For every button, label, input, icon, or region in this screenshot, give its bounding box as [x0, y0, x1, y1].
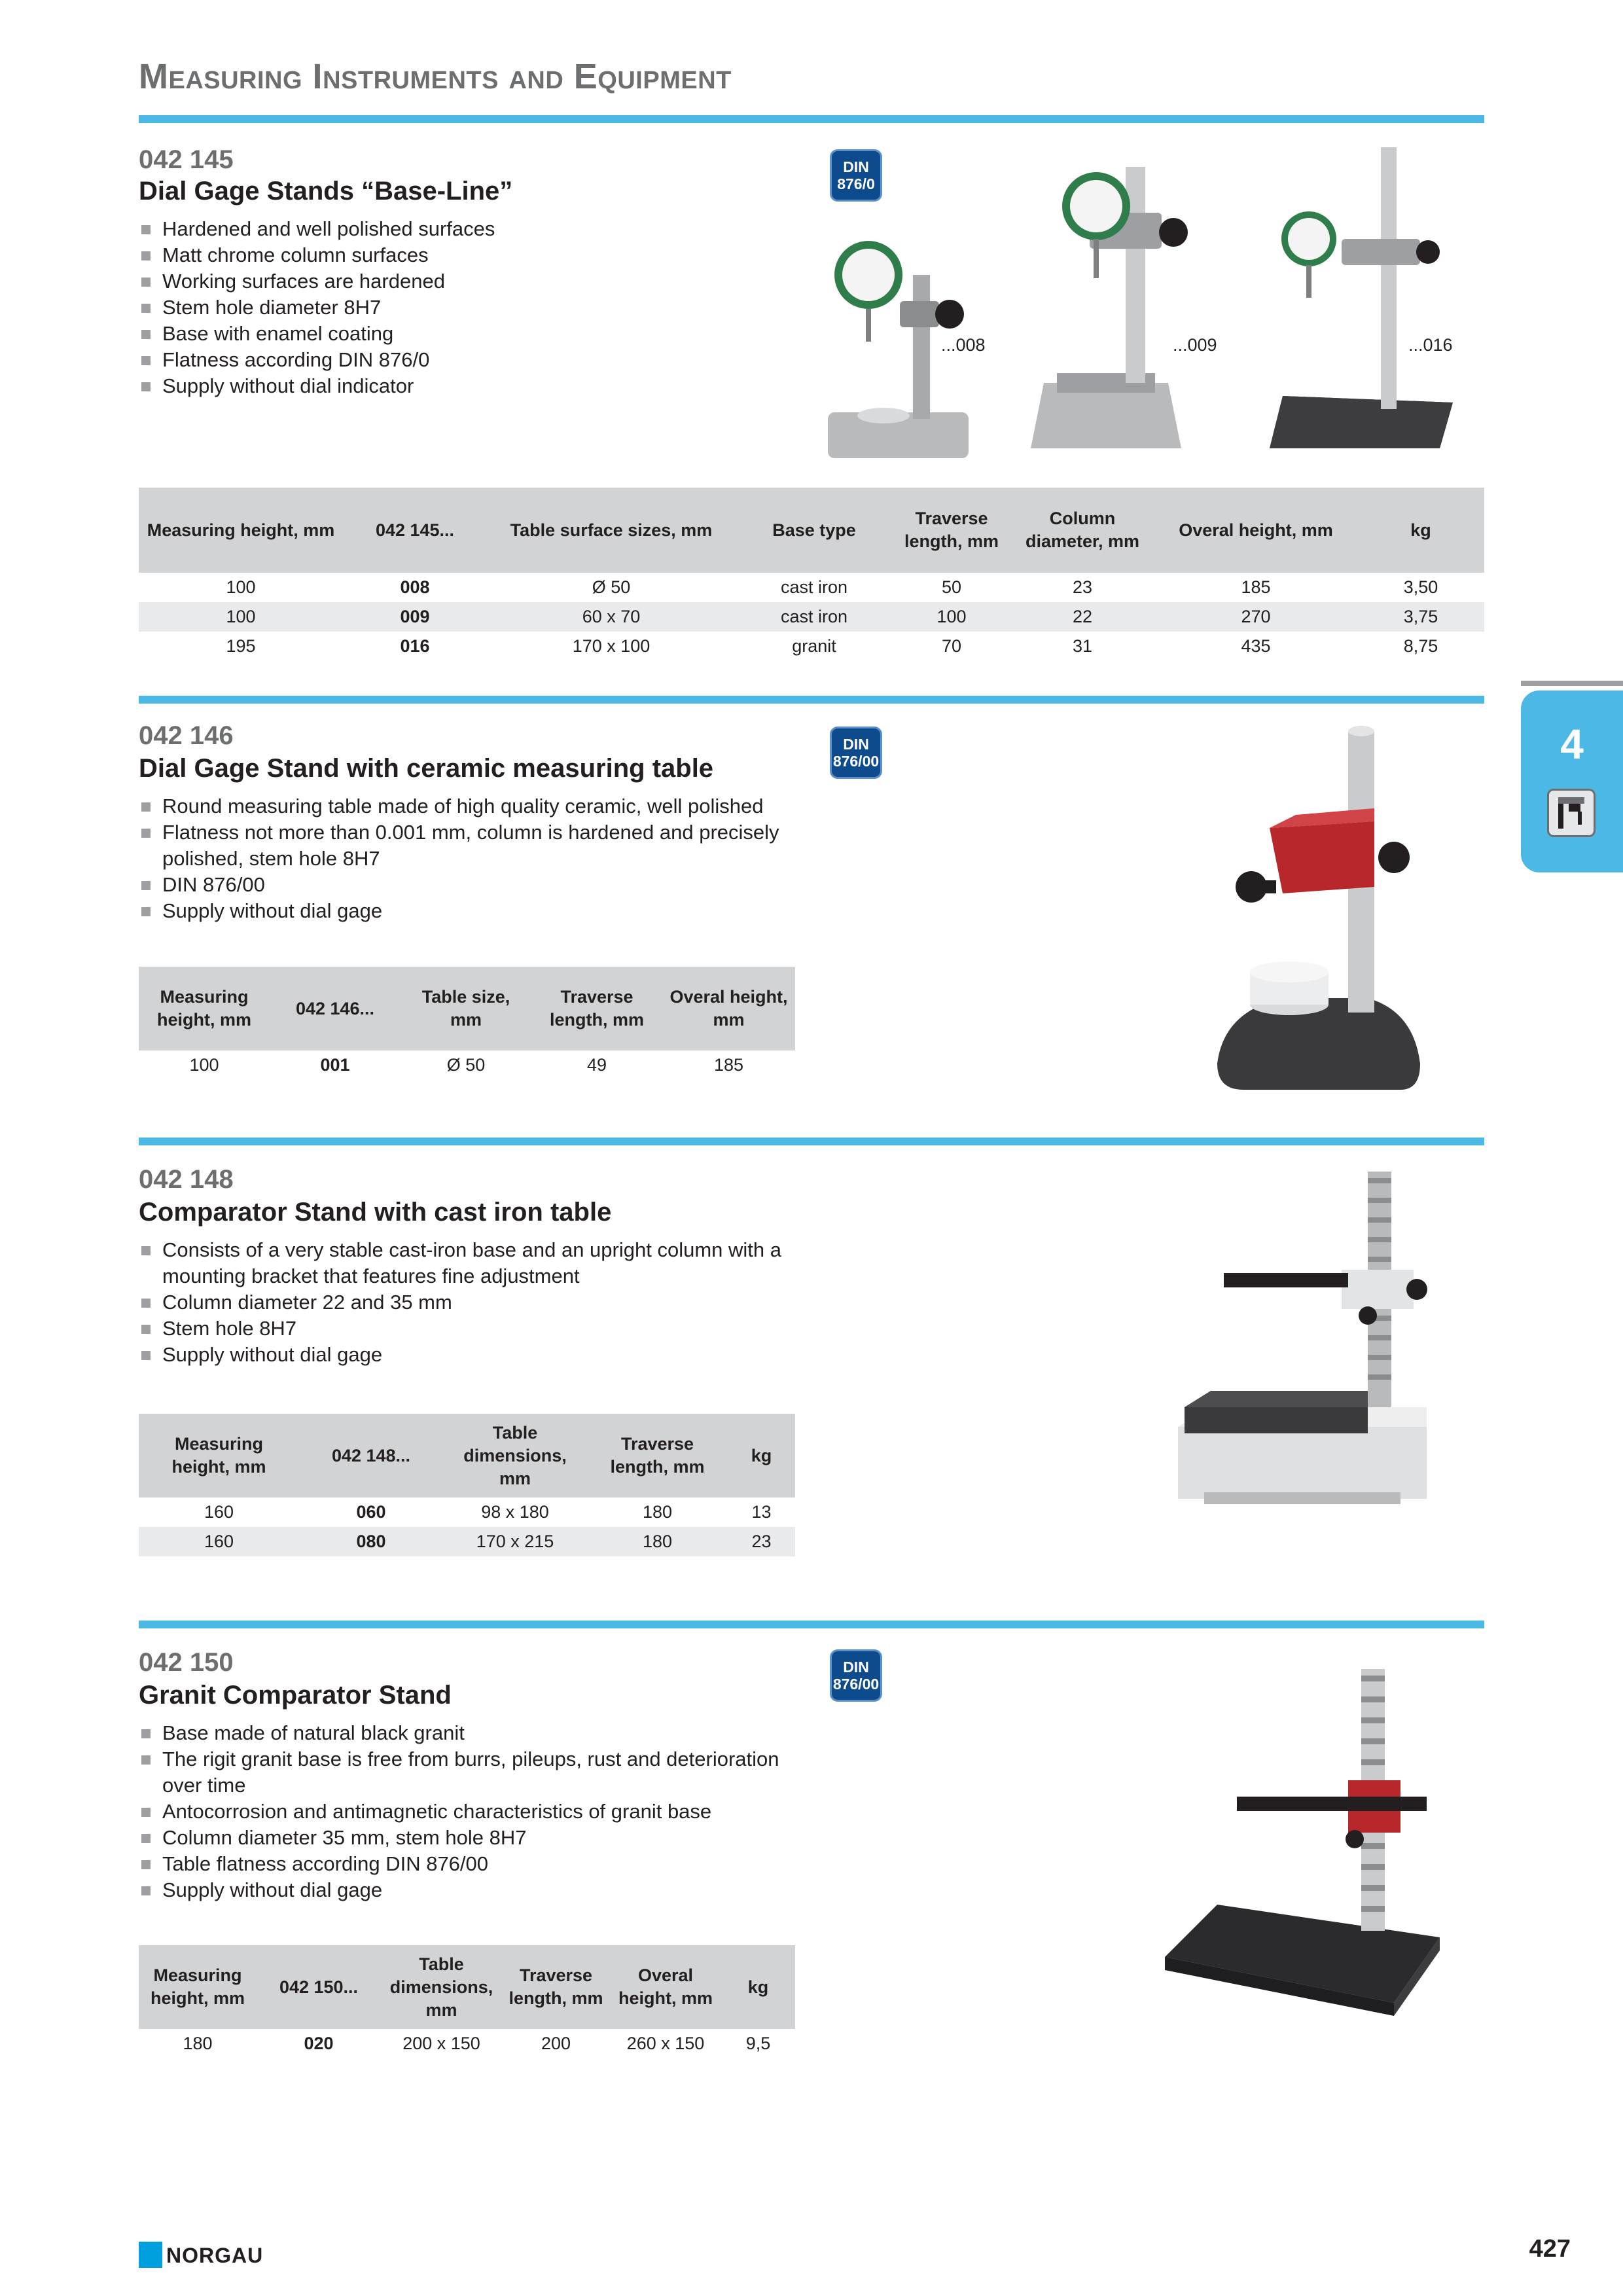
product-code: 042 148 — [139, 1165, 234, 1194]
section-divider — [139, 1621, 1484, 1628]
column-header: 042 148... — [299, 1414, 443, 1498]
product-code: 042 145 — [139, 145, 234, 174]
feature-item: Hardened and well polished surfaces — [139, 216, 793, 242]
table-cell: 100 — [893, 602, 1010, 632]
product-title: Comparator Stand with cast iron table — [139, 1198, 612, 1227]
variant-label: ...009 — [1173, 335, 1217, 355]
feature-item: Consists of a very stable cast-iron base and an upright column with a mounting bracket that features fine adjustment — [139, 1237, 806, 1289]
table-cell: 160 — [204, 1502, 234, 1522]
table-cell: 435 — [1241, 636, 1271, 656]
column-header: kg — [721, 1945, 795, 2029]
column-header: Measuring height, mm — [139, 967, 270, 1050]
table-cell: cast iron — [736, 602, 893, 632]
feature-item: Supply without dial gage — [139, 898, 806, 924]
article-code: 016 — [400, 636, 430, 656]
feature-item: Matt chrome column surfaces — [139, 242, 793, 268]
din-badge-standard: 876/0 — [837, 175, 875, 192]
product-image-009 — [1018, 141, 1188, 455]
product-image-ceramic-stand — [1204, 723, 1427, 1096]
caliper-icon — [1547, 789, 1596, 837]
product-code: 042 146 — [139, 721, 234, 750]
feature-item: Stem hole diameter 8H7 — [139, 295, 793, 321]
din-badge-label: DIN — [843, 158, 869, 175]
table-cell: 3,50 — [1403, 577, 1438, 597]
page-title: Measuring Instruments and Equipment — [139, 57, 732, 96]
column-header: Table surface sizes, mm — [487, 488, 736, 573]
table-cell: 170 x 100 — [572, 636, 651, 656]
column-header: 042 150... — [257, 1945, 381, 2029]
column-header: Table dimensions, mm — [443, 1414, 587, 1498]
column-header: Measuring height, mm — [139, 488, 343, 573]
table-cell: 185 — [1241, 577, 1271, 597]
product-code: 042 150 — [139, 1648, 234, 1677]
column-header: Overal height, mm — [662, 967, 795, 1050]
table-cell: 70 — [941, 636, 962, 656]
table-cell: 23 — [1072, 577, 1093, 597]
column-header: kg — [1357, 488, 1484, 573]
table-row — [139, 1498, 795, 1527]
feature-item: Base made of natural black granit — [139, 1720, 806, 1746]
column-header: Traverse length, mm — [587, 1414, 728, 1498]
din-badge-standard: 876/00 — [832, 1676, 880, 1693]
article-code: 060 — [356, 1502, 386, 1522]
chapter-tab[interactable] — [1521, 691, 1623, 872]
table-cell: 180 — [183, 2034, 213, 2053]
table-cell: Ø 50 — [592, 577, 631, 597]
spec-table — [139, 488, 1484, 661]
table-cell: 270 — [1154, 602, 1357, 632]
feature-list — [139, 216, 793, 399]
table-cell: cast iron — [780, 577, 848, 597]
table-cell: 185 — [713, 1055, 744, 1075]
table-cell: 49 — [586, 1055, 607, 1075]
column-header: 042 146... — [270, 967, 401, 1050]
table-cell: Ø 50 — [446, 1055, 486, 1075]
table-row — [139, 573, 1484, 602]
din-badge-standard: 876/00 — [832, 753, 880, 770]
section-divider — [139, 1138, 1484, 1145]
table-cell: 9,5 — [745, 2034, 771, 2053]
feature-item: Column diameter 35 mm, stem hole 8H7 — [139, 1825, 806, 1851]
feature-list — [139, 1237, 806, 1368]
table-row — [139, 1527, 795, 1556]
table-row — [139, 602, 1484, 632]
chapter-number: 4 — [1560, 721, 1584, 768]
product-title: Dial Gage Stand with ceramic measuring table — [139, 754, 714, 783]
table-cell: 100 — [226, 577, 256, 597]
table-cell: 98 x 180 — [481, 1502, 549, 1522]
section-divider — [139, 115, 1484, 123]
side-tab-divider — [1521, 681, 1623, 686]
feature-item: Flatness not more than 0.001 mm, column is hardened and precisely polished, stem hole 8H7 — [139, 819, 806, 872]
feature-item: Round measuring table made of high quality ceramic, well polished — [139, 793, 806, 819]
din-badge — [830, 1649, 882, 1702]
din-badge — [830, 726, 882, 779]
brand-logo-mark — [139, 2242, 162, 2268]
table-row — [139, 1050, 795, 1080]
table-cell: granit — [792, 636, 836, 656]
table-row — [139, 2029, 795, 2058]
column-header: 042 145... — [343, 488, 487, 573]
din-badge-label: DIN — [843, 1659, 869, 1676]
table-cell: 100 — [189, 1055, 219, 1075]
table-cell: 50 — [941, 577, 962, 597]
table-cell: 8,75 — [1403, 636, 1438, 656]
table-cell: 200 — [541, 2034, 571, 2053]
product-title: Granit Comparator Stand — [139, 1681, 452, 1710]
feature-list — [139, 793, 806, 924]
spec-table — [139, 1945, 795, 2058]
spec-table — [139, 1414, 795, 1556]
column-header: Column diameter, mm — [1010, 488, 1154, 573]
brand-name: NORGAU — [166, 2244, 264, 2267]
feature-item: Table flatness according DIN 876/00 — [139, 1851, 806, 1877]
article-code: 080 — [299, 1527, 443, 1556]
variant-label: ...016 — [1408, 335, 1453, 355]
table-cell: 180 — [587, 1527, 728, 1556]
table-cell: 60 x 70 — [487, 602, 736, 632]
feature-item: Supply without dial indicator — [139, 373, 793, 399]
feature-item: Column diameter 22 and 35 mm — [139, 1289, 806, 1316]
article-code: 008 — [400, 577, 430, 597]
column-header: Measuring height, mm — [139, 1414, 299, 1498]
product-image-008 — [821, 164, 978, 465]
section-divider — [139, 696, 1484, 704]
table-cell: 170 x 215 — [443, 1527, 587, 1556]
din-badge-label: DIN — [843, 736, 869, 753]
table-cell: 180 — [642, 1502, 673, 1522]
column-header: Overal height, mm — [1154, 488, 1357, 573]
table-cell: 160 — [139, 1527, 299, 1556]
feature-list — [139, 1720, 806, 1903]
feature-item: Antocorrosion and antimagnetic characteristics of granit base — [139, 1799, 806, 1825]
feature-item: Supply without dial gage — [139, 1877, 806, 1903]
column-header: Traverse length, mm — [893, 488, 1010, 573]
column-header: Traverse length, mm — [531, 967, 662, 1050]
table-row — [139, 632, 1484, 661]
product-image-granit-stand — [1158, 1662, 1446, 2016]
column-header: Table size, mm — [401, 967, 531, 1050]
product-title: Dial Gage Stands “Base-Line” — [139, 177, 513, 206]
column-header: Traverse length, mm — [502, 1945, 610, 2029]
table-cell: 195 — [226, 636, 256, 656]
article-code: 009 — [343, 602, 487, 632]
feature-item: Supply without dial gage — [139, 1342, 806, 1368]
product-image-cast-iron-stand — [1171, 1165, 1433, 1512]
product-image-016 — [1263, 141, 1459, 455]
column-header: Overal height, mm — [610, 1945, 721, 2029]
column-header: Base type — [736, 488, 893, 573]
column-header: kg — [728, 1414, 795, 1498]
table-cell: 260 x 150 — [626, 2034, 705, 2053]
table-cell: 22 — [1010, 602, 1154, 632]
variant-label: ...008 — [941, 335, 986, 355]
table-cell: 13 — [751, 1502, 772, 1522]
feature-item: Base with enamel coating — [139, 321, 793, 347]
table-cell: 31 — [1072, 636, 1093, 656]
article-code: 020 — [304, 2034, 334, 2053]
table-cell: 100 — [139, 602, 343, 632]
feature-item: The rigit granit base is free from burrs, pileups, rust and deterioration over time — [139, 1746, 806, 1799]
column-header: Measuring height, mm — [139, 1945, 257, 2029]
table-cell: 23 — [728, 1527, 795, 1556]
feature-item: DIN 876/00 — [139, 872, 806, 898]
feature-item: Stem hole 8H7 — [139, 1316, 806, 1342]
column-header: Table dimensions, mm — [381, 1945, 502, 2029]
page-number: 427 — [1529, 2235, 1571, 2263]
table-cell: 200 x 150 — [402, 2034, 480, 2053]
feature-item: Working surfaces are hardened — [139, 268, 793, 295]
feature-item: Flatness according DIN 876/0 — [139, 347, 793, 373]
article-code: 001 — [320, 1055, 350, 1075]
table-cell: 3,75 — [1357, 602, 1484, 632]
spec-table — [139, 967, 795, 1080]
